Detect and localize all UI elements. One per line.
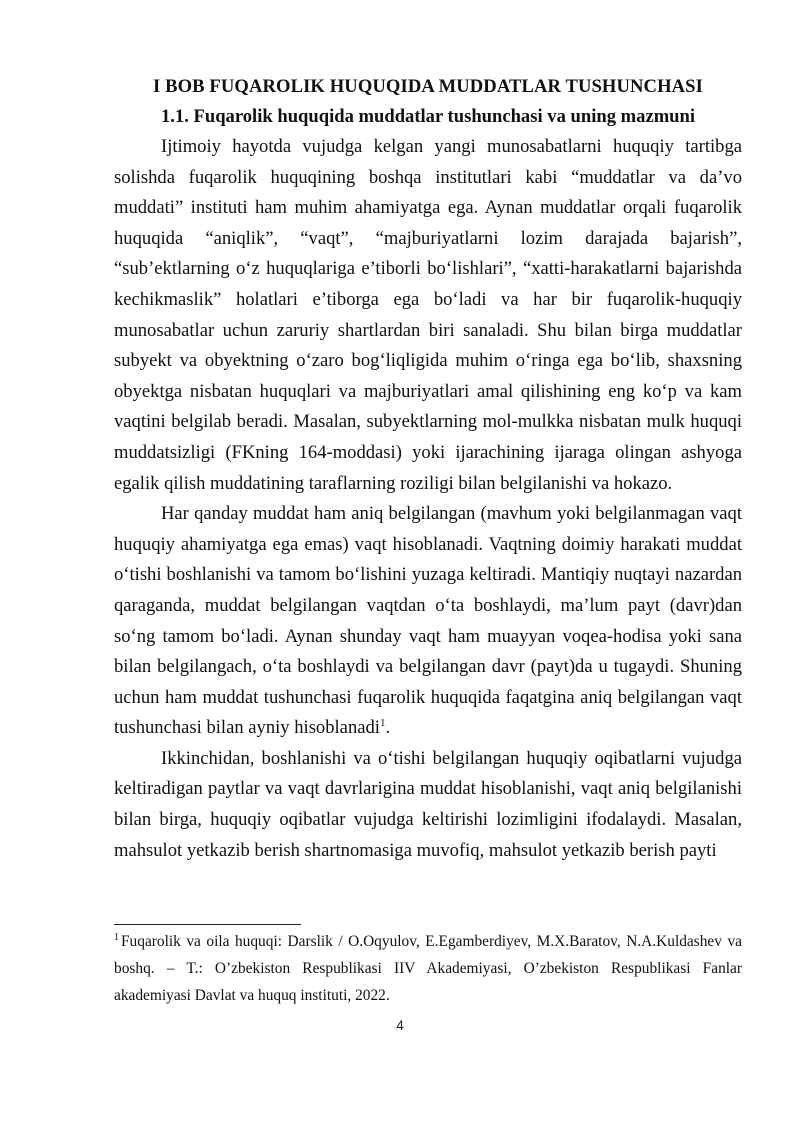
footnote (114, 928, 742, 1009)
footnote-text: Fuqarolik va oila huquqi: Darslik / O.Oqyulov, E.Egamberdiyev, M.X.Baratov, N.A.Kuldashev va boshq. – T.: O’zbekiston Respublikasi IIV Akademiyasi, O’zbekiston Respublikasi Fanlar akademiyasi Davlat va huquq instituti, 2022. (114, 933, 742, 1004)
footnote-mark: 1 (114, 931, 119, 943)
page-body (114, 72, 742, 866)
paragraph-3: Ikkinchidan, boshlanishi va o‘tishi belgilangan huquqiy oqibatlarni vujudga keltiradigan paytlar va vaqt davrlarigina muddat hisoblanishi, vaqt aniq belgilanishi bilan birga, huquqiy oqibatlar vujudga keltirishi lozimligini ifodalaydi. Masalan, mahsulot yetkazib berish shartnomasiga muvofiq, mahsulot yetkazib berish payti (114, 747, 742, 861)
footnote-separator (114, 924, 301, 925)
footnote-reference[interactable]: 1 (379, 717, 386, 730)
paragraph-1: Ijtimoiy hayotda vujudga kelgan yangi munosabatlarni huquqiy tartibga solishda fuqarolik huquqining boshqa institutlari kabi “muddatlar va da’vo muddati” instituti ham muhim ahamiyatga ega. Aynan muddatlar orqali fuqarolik huquqida “aniqlik”, “vaqt”, “majburiyatlarni lozim darajada bajarish”, “sub’ektlarning o‘z huquqlariga e’tiborli bo‘lishlari”, “xatti-harakatlarni bajarishda kechikmaslik” holatlari e’tiborga ega bo‘ladi va har bir fuqarolik-huquqiy munosabatlar uchun zaruriy shartlardan biri sanaladi. Shu bilan birga muddatlar subyekt va obyektning o‘zaro bog‘liqligida muhim o‘ringa ega bo‘lib, shaxsning obyektga nisbatan huquqlari va majburiyatlari amal qilishining eng ko‘p va kam vaqtini belgilab beradi. Masalan, subyektlarning mol-mulkka nisbatan mulk huquqi muddatsizligi (FKning 164-moddasi) yoki ijarachining ijaraga olingan ashyoga egalik qilish muddatining taraflarning roziligi bilan belgilanishi va hokazo. (114, 136, 742, 494)
chapter-title: I BOB FUQAROLIK HUQUQIDA MUDDATLAR TUSHUNCHASI (153, 76, 703, 97)
paragraph-2 (114, 499, 742, 744)
page-number: 4 (396, 1018, 404, 1033)
paragraph-2-text: Har qanday muddat ham aniq belgilangan (mavhum yoki belgilanmagan vaqt huquqiy ahamiyatga ega emas) vaqt hisoblanadi. Vaqtning doimiy harakati muddat o‘tishi boshlanishi va tamom bo‘lishini yuzaga keltiradi. Mantiqiy nuqtayi nazardan qaraganda, muddat belgilangan vaqtdan o‘ta boshlaydi, ma’lum payt (davr)dan so‘ng tamom bo‘ladi. Aynan shunday vaqt ham muayyan voqea-hodisa yoki sana bilan belgilangach, o‘ta boshlaydi va belgilangan davr (payt)da u tugaydi. Shuning uchun ham muddat tushunchasi fuqarolik huquqida faqatgina aniq belgilangan vaqt tushunchasi bilan ayniy hisoblanadi (114, 503, 742, 739)
section-title: 1.1. Fuqarolik huquqida muddatlar tushunchasi va uning mazmuni (160, 106, 696, 127)
paragraph-2-end: . (385, 717, 391, 739)
